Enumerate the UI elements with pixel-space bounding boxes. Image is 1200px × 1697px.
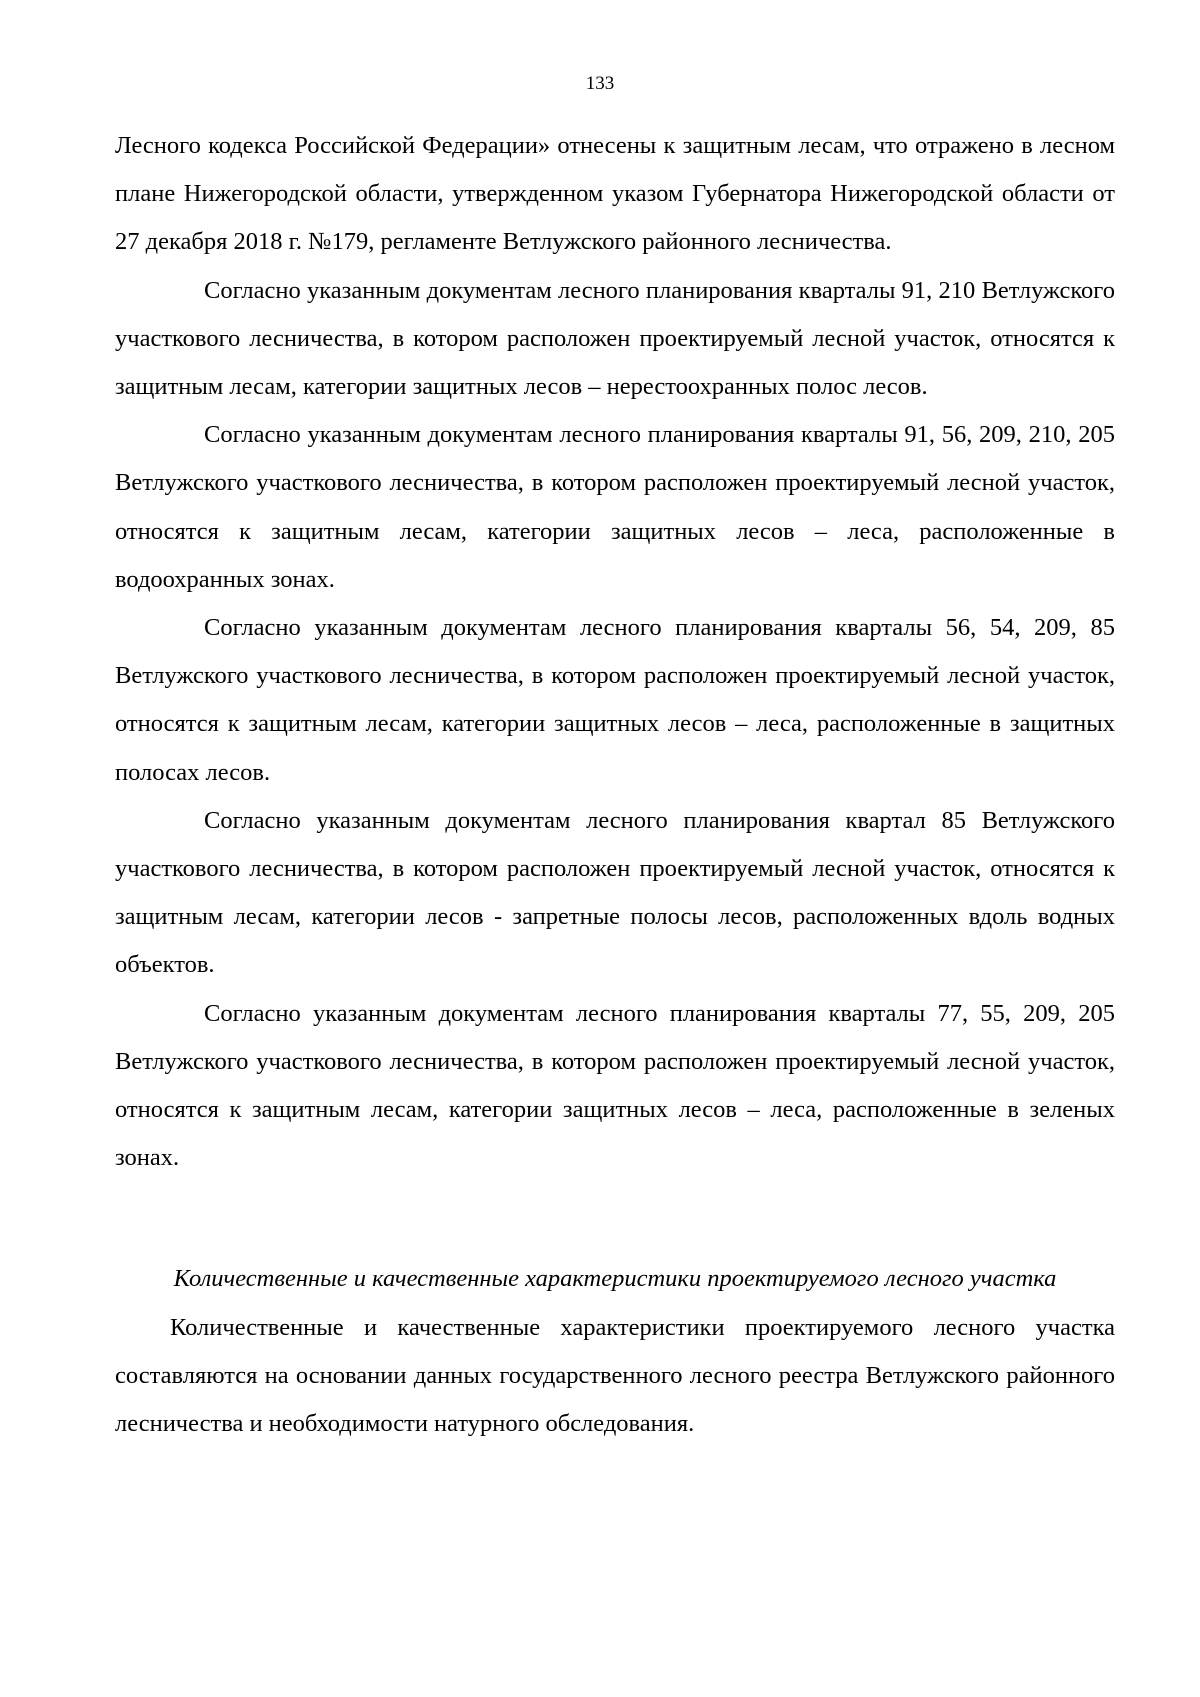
page-content [115, 122, 1115, 1448]
paragraph-forbidden-strips: Согласно указанным документам лесного планирования квартал 85 Ветлужского участкового лесничества, в котором расположен проектируемый лесной участок, относятся к защитным лесам, категории лесов - запретные полосы лесов, расположенных вдоль водных объектов. [115, 806, 1115, 979]
paragraph-water-protection-zones: Согласно указанным документам лесного планирования кварталы 91, 56, 209, 210, 205 Ветлужского участкового лесничества, в котором расположен проектируемый лесной участок, относятся к защитным лесам, категории защитных лесов – леса, расположенные в водоохранных зонах. [115, 421, 1115, 593]
paragraph-green-zones: Согласно указанным документам лесного планирования кварталы 77, 55, 209, 205 Ветлужского участкового лесничества, в котором расположен проектируемый лесной участок, относятся к защитным лесам, категории защитных лесов – леса, расположенные в зеленых зонах. [115, 999, 1115, 1172]
paragraph-protective-strips: Согласно указанным документам лесного планирования кварталы 56, 54, 209, 85 Ветлужского участкового лесничества, в котором расположен проектируемый лесной участок, относятся к защитным лесам, категории защитных лесов – леса, расположенные в защитных полосах лесов. [115, 614, 1115, 786]
section-heading: Количественные и качественные характеристики проектируемого лесного участка [173, 1265, 1057, 1293]
page-number: 133 [585, 73, 615, 94]
section-paragraph: Количественные и качественные характеристики проектируемого лесного участка составляются на основании данных государственного лесного реестра Ветлужского районного лесничества и необходимости натурного обследования. [115, 1313, 1115, 1438]
paragraph-continuation: Лесного кодекса Российской Федерации» отнесены к защитным лесам, что отражено в лесном плане Нижегородской области, утвержденном указом Губернатора Нижегородской области от 27 декабря 2018 г. №179, регламенте Ветлужского районного лесничества. [115, 132, 1115, 256]
paragraph-spawning-protection: Согласно указанным документам лесного планирования кварталы 91, 210 Ветлужского участкового лесничества, в котором расположен проектируемый лесной участок, относятся к защитным лесам, категории защитных лесов – нерестоохранных полос лесов. [115, 276, 1115, 401]
